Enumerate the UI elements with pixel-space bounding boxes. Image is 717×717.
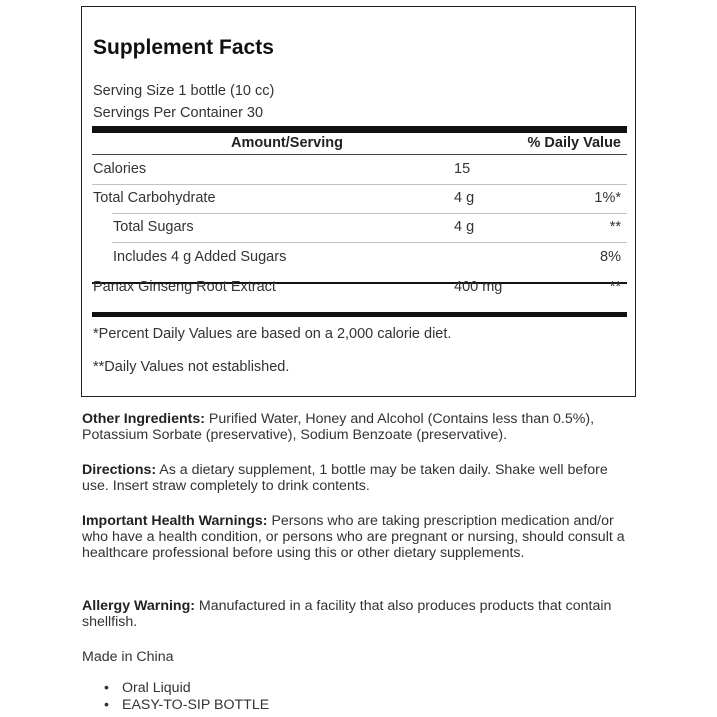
supplement-facts-panel xyxy=(81,6,636,397)
nutrient-amount: 400 mg xyxy=(454,279,503,295)
other-ingredients xyxy=(82,411,627,443)
nutrient-daily-value: 8% xyxy=(600,249,621,265)
nutrient-row-panax-ginseng xyxy=(92,273,627,302)
health-warnings-label: Important Health Warnings: xyxy=(82,513,268,529)
health-warnings-text: Persons who are taking prescription medication and/or who have a health condition, or persons who are pregnant or nursing, should consult a healthcare professional before using this or other dietary supplements. xyxy=(82,513,625,561)
list-item xyxy=(82,680,269,697)
nutrient-name: Panax Ginseng Root Extract xyxy=(93,279,276,295)
feature-label: Oral Liquid xyxy=(122,680,191,696)
made-in: Made in China xyxy=(82,649,174,665)
nutrient-name: Includes 4 g Added Sugars xyxy=(113,249,287,265)
list-item xyxy=(82,697,269,714)
other-ingredients-label: Other Ingredients: xyxy=(82,411,205,427)
serving-size: Serving Size 1 bottle (10 cc) xyxy=(93,83,275,99)
nutrient-name: Total Carbohydrate xyxy=(93,190,216,206)
nutrient-amount: 4 g xyxy=(454,219,475,235)
feature-list xyxy=(82,680,269,714)
health-warnings xyxy=(82,513,627,561)
nutrient-row-total-carbohydrate xyxy=(92,184,627,213)
nutrient-row-calories xyxy=(92,155,627,184)
facts-header-row xyxy=(92,134,627,154)
footnote-daily-values: *Percent Daily Values are based on a 2,000 calorie diet. xyxy=(93,326,452,342)
nutrient-daily-value: ** xyxy=(609,279,621,295)
footnote-not-established: **Daily Values not established. xyxy=(93,359,290,375)
nutrient-amount: 4 g xyxy=(454,190,475,206)
servings-per-container: Servings Per Container 30 xyxy=(93,105,264,121)
allergy-warning xyxy=(82,598,627,630)
nutrient-daily-value: 1%* xyxy=(594,190,621,206)
allergy-warning-label: Allergy Warning: xyxy=(82,598,195,614)
nutrient-name: Calories xyxy=(93,161,147,177)
directions xyxy=(82,462,627,494)
thick-divider xyxy=(92,312,627,317)
daily-value-header: % Daily Value xyxy=(527,135,621,151)
nutrient-name: Total Sugars xyxy=(113,219,194,235)
nutrient-row-total-sugars xyxy=(92,213,627,242)
nutrient-amount: 15 xyxy=(454,161,471,177)
thick-divider xyxy=(92,126,627,133)
directions-text: As a dietary supplement, 1 bottle may be taken daily. Shake well before use. Insert straw completely to drink contents. xyxy=(82,462,608,494)
amount-serving-header: Amount/Serving xyxy=(231,135,343,151)
feature-label: EASY-TO-SIP BOTTLE xyxy=(122,697,270,713)
facts-title: Supplement Facts xyxy=(93,36,274,59)
allergy-warning-text: Manufactured in a facility that also produces products that contain shellfish. xyxy=(82,598,612,630)
nutrient-daily-value: ** xyxy=(609,219,621,235)
directions-label: Directions: xyxy=(82,462,157,478)
nutrient-row-added-sugars xyxy=(92,243,627,272)
other-ingredients-text: Purified Water, Honey and Alcohol (Contains less than 0.5%), Potassium Sorbate (preservative), Sodium Benzoate (preservative). xyxy=(82,411,595,443)
